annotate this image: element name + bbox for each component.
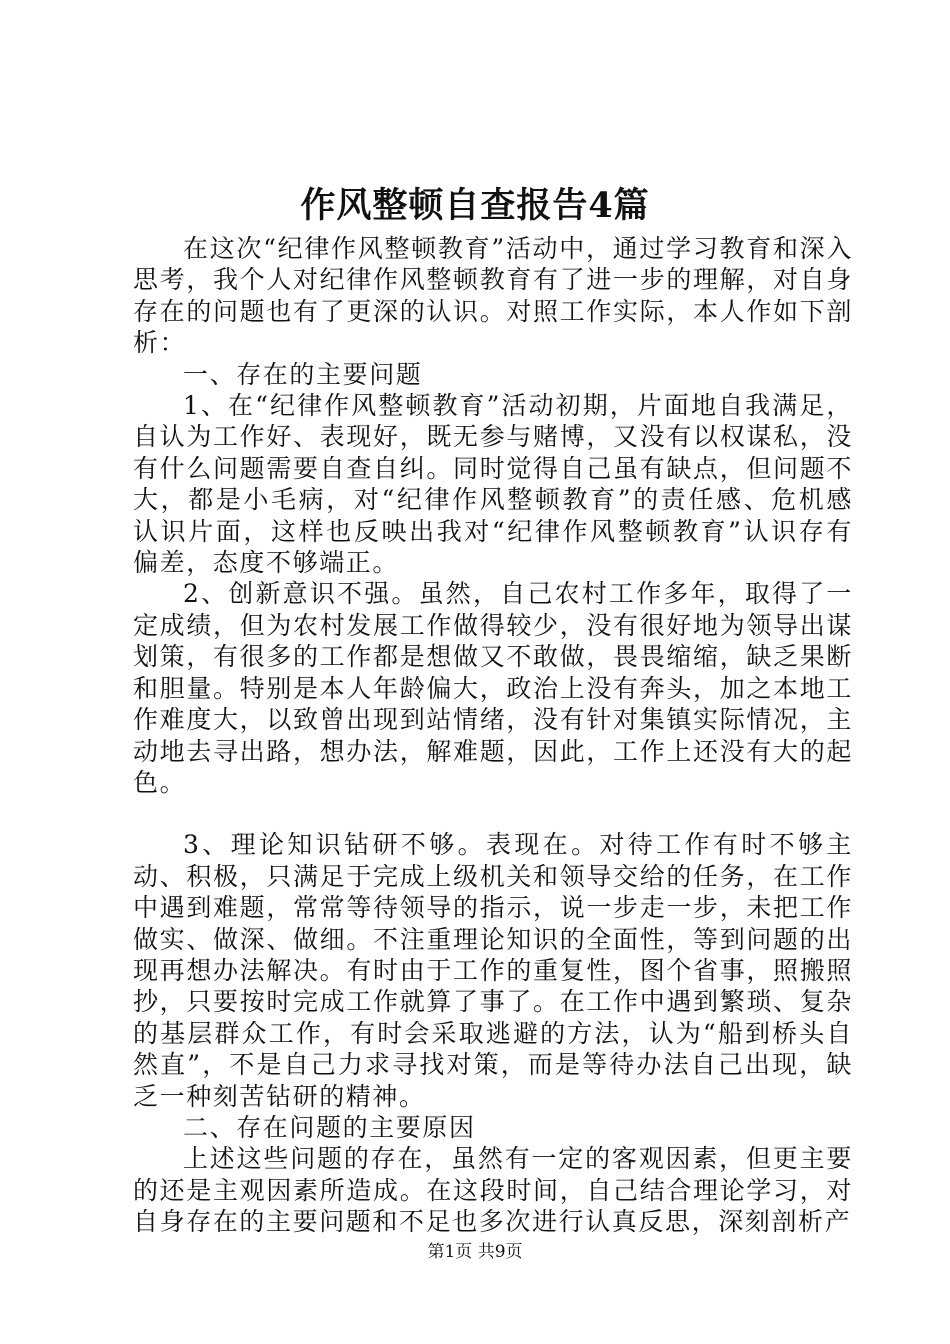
section-heading-main-problems: 一、存在的主要问题	[183, 359, 423, 389]
paragraph-problem-3: 3、理论知识钻研不够。表现在。对待工作有时不够主动、积极，只满足于完成上级机关和领导交给的任务，在工作中遇到难题，常常等待领导的指示，说一步走一步，未把工作做实、做深、做细。不注重理论知识的全面性，等到问题的出现再想办法解决。有时由于工作的重复性，图个省事，照搬照抄，只要按时完成工作就算了事了。在工作中遇到繁琐、复杂的基层群众工作，有时会采取逃避的方法，认为“船到桥头自然直”，不是自己力求寻找对策，而是等待办法自己出现，缺乏一种刻苦钻研的精神。	[133, 830, 853, 1111]
paragraph-problem-2: 2、创新意识不强。虽然，自己农村工作多年，取得了一定成绩，但为农村发展工作做得较少，没有很好地为领导出谋划策，有很多的工作都是想做又不敢做，畏畏缩缩，缺乏果断和胆量。特别是本人年龄偏大，政治上没有奔头，加之本地工作难度大，以致曾出现到站情绪，没有针对集镇实际情况，主动地去寻出路，想办法，解难题，因此，工作上还没有大的起色。	[133, 579, 853, 797]
document-body	[133, 233, 853, 1238]
page-footer: 第1页 共9页	[427, 1242, 523, 1262]
paragraph-intro: 在这次“纪律作风整顿教育”活动中，通过学习教育和深入思考，我个人对纪律作风整顿教育有了进一步的理解，对自身存在的问题也有了更深的认识。对照工作实际，本人作如下剖析：	[133, 234, 853, 358]
paragraph-causes: 上述这些问题的存在，虽然有一定的客观因素，但更主要的还是主观因素所造成。在这段时间，自己结合理论学习，对自身存在的主要问题和不足也多次进行认真反思，深刻剖析产	[133, 1144, 853, 1237]
paragraph-problem-1: 1、在“纪律作风整顿教育”活动初期，片面地自我满足，自认为工作好、表现好，既无参与赌博，又没有以权谋私，没有什么问题需要自查自纠。同时觉得自己虽有缺点，但问题不大，都是小毛病，对“纪律作风整顿教育”的责任感、危机感认识片面，这样也反映出我对“纪律作风整顿教育”认识存有偏差，态度不够端正。	[133, 391, 853, 578]
section-heading-main-causes: 二、存在问题的主要原因	[183, 1112, 476, 1142]
document-title: 作风整顿自查报告4篇	[300, 185, 650, 226]
